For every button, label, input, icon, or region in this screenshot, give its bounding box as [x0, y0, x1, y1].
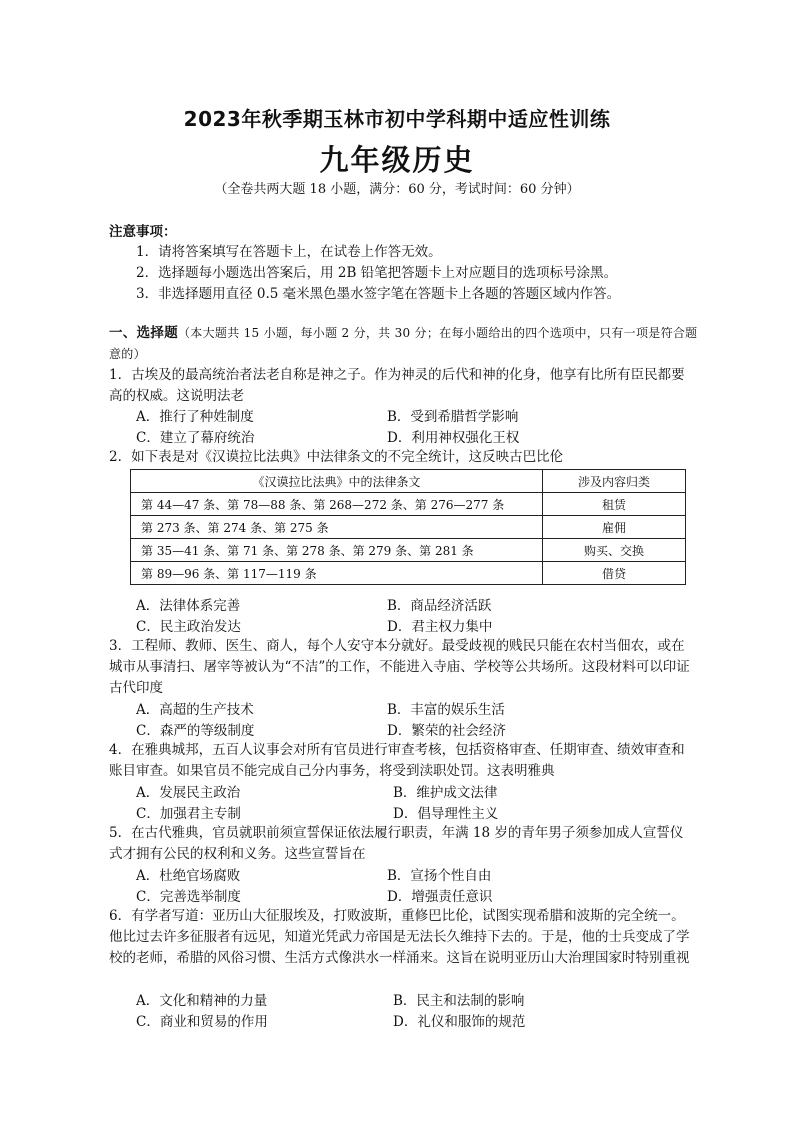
option-a: A．发展民主政治 — [136, 785, 241, 801]
option-b: B．丰富的娱乐生活 — [387, 702, 505, 718]
option-d: D．倡导理性主义 — [393, 806, 499, 822]
option-d: D．增强责任意识 — [387, 889, 493, 905]
question-stem: 6．有学者写道：亚历山大征服埃及，打败波斯，重修巴比伦，试图实现希腊和波斯的完全统一。他比过去许多征服者有远见，知道光凭武力帝国是无法长久维持下去的。于是，他的士兵变成了学校的老师，希腊的风俗习惯、生活方式像洪水一样涌来。这旨在说明亚历山大治理国家时特别重视 — [109, 908, 690, 966]
table-cell: 第 44—47 条、第 78—88 条、第 268—272 条、第 276—277 条 — [131, 493, 543, 516]
option-c: C．民主政治发达 — [136, 619, 241, 635]
question-stem: 1．古埃及的最高统治者法老自称是神之子。作为神灵的后代和神的化身，他享有比所有臣民都要高的权威。这说明法老 — [109, 367, 685, 404]
option-b: B．受到希腊哲学影响 — [387, 409, 519, 425]
exam-title: 2023年秋季期玉林市初中学科期中适应性训练 — [183, 107, 611, 131]
option-a: A．推行了种姓制度 — [136, 409, 254, 425]
table-header-row — [131, 470, 686, 493]
notice-item: 1．请将答案填写在答题卡上，在试卷上作答无效。 — [136, 244, 442, 260]
table-cell: 雇佣 — [543, 516, 686, 539]
option-b: B．宣扬个性自由 — [387, 868, 492, 884]
option-a: A．法律体系完善 — [136, 598, 241, 614]
notice-item: 3．非选择题用直径 0.5 毫米黑色墨水签字笔在答题卡上各题的答题区域内作答。 — [136, 286, 621, 302]
option-a: A．文化和精神的力量 — [136, 993, 268, 1009]
exam-info: （全卷共两大题 18 小题，满分：60 分，考试时间：60 分钟） — [214, 182, 580, 197]
option-b: B．民主和法制的影响 — [393, 993, 525, 1009]
option-d: D．利用神权强化王权 — [387, 430, 520, 446]
question-stem: 4．在雅典城邦，五百人议事会对所有官员进行审查考核，包括资格审查、任期审查、绩效审查和账目审查。如果官员不能完成自己分内事务，将受到渎职处罚。这表明雅典 — [109, 742, 685, 779]
option-d: D．繁荣的社会经济 — [387, 723, 506, 739]
table-cell: 借贷 — [543, 562, 686, 585]
option-c: C．建立了幕府统治 — [136, 430, 255, 446]
table-row — [131, 562, 686, 585]
question-stem: 2．如下表是对《汉谟拉比法典》中法律条文的不完全统计，这反映古巴比伦 — [109, 449, 564, 465]
section-title: 一、选择题 — [109, 325, 178, 341]
question-stem: 3．工程师、教师、医生、商人，每个人安守本分就好。最受歧视的贱民只能在农村当佃农，或在城市从事清扫、屠宰等被认为“不洁”的工作，不能进入寺庙、学校等公共场所。这段材料可以印证古代印度 — [109, 638, 690, 696]
table-row — [131, 539, 686, 562]
table-header: 涉及内容归类 — [543, 470, 686, 493]
table-cell: 租赁 — [543, 493, 686, 516]
notice-item: 2．选择题每小题选出答案后，用 2B 铅笔把答题卡上对应题目的选项标号涂黑。 — [136, 265, 618, 281]
option-c: C．森严的等级制度 — [136, 723, 255, 739]
option-a: A．高超的生产技术 — [136, 702, 254, 718]
option-c: C．加强君主专制 — [136, 806, 241, 822]
exam-subject: 九年级历史 — [319, 143, 475, 177]
table-cell: 第 89—96 条、第 117—119 条 — [131, 562, 543, 585]
notice-title: 注意事项： — [109, 224, 177, 240]
table-row — [131, 493, 686, 516]
section-description: （本大题共 15 小题，每小题 2 分，共 30 分；在每小题给出的四个选项中，只有一项是符合题意的） — [109, 326, 698, 361]
option-d: D．礼仪和服饰的规范 — [393, 1014, 526, 1030]
option-c: C．商业和贸易的作用 — [136, 1014, 268, 1030]
law-table — [130, 469, 686, 585]
table-header: 《汉谟拉比法典》中的法律条文 — [131, 470, 543, 493]
table-row — [131, 516, 686, 539]
option-b: B．维护成文法律 — [393, 785, 498, 801]
table-cell: 第 273 条、第 274 条、第 275 条 — [131, 516, 543, 539]
section-heading — [109, 323, 699, 365]
option-d: D．君主权力集中 — [387, 619, 493, 635]
table-cell: 第 35—41 条、第 71 条、第 278 条、第 279 条、第 281 条 — [131, 539, 543, 562]
question-stem: 5．在古代雅典，官员就职前须宣誓保证依法履行职责，年满 18 岁的青年男子须参加成人宣誓仪式才拥有公民的权利和义务。这些宣誓旨在 — [109, 825, 684, 862]
table-cell: 购买、交换 — [543, 539, 686, 562]
option-c: C．完善选举制度 — [136, 889, 241, 905]
option-a: A．杜绝官场腐败 — [136, 868, 241, 884]
option-b: B．商品经济活跃 — [387, 598, 492, 614]
